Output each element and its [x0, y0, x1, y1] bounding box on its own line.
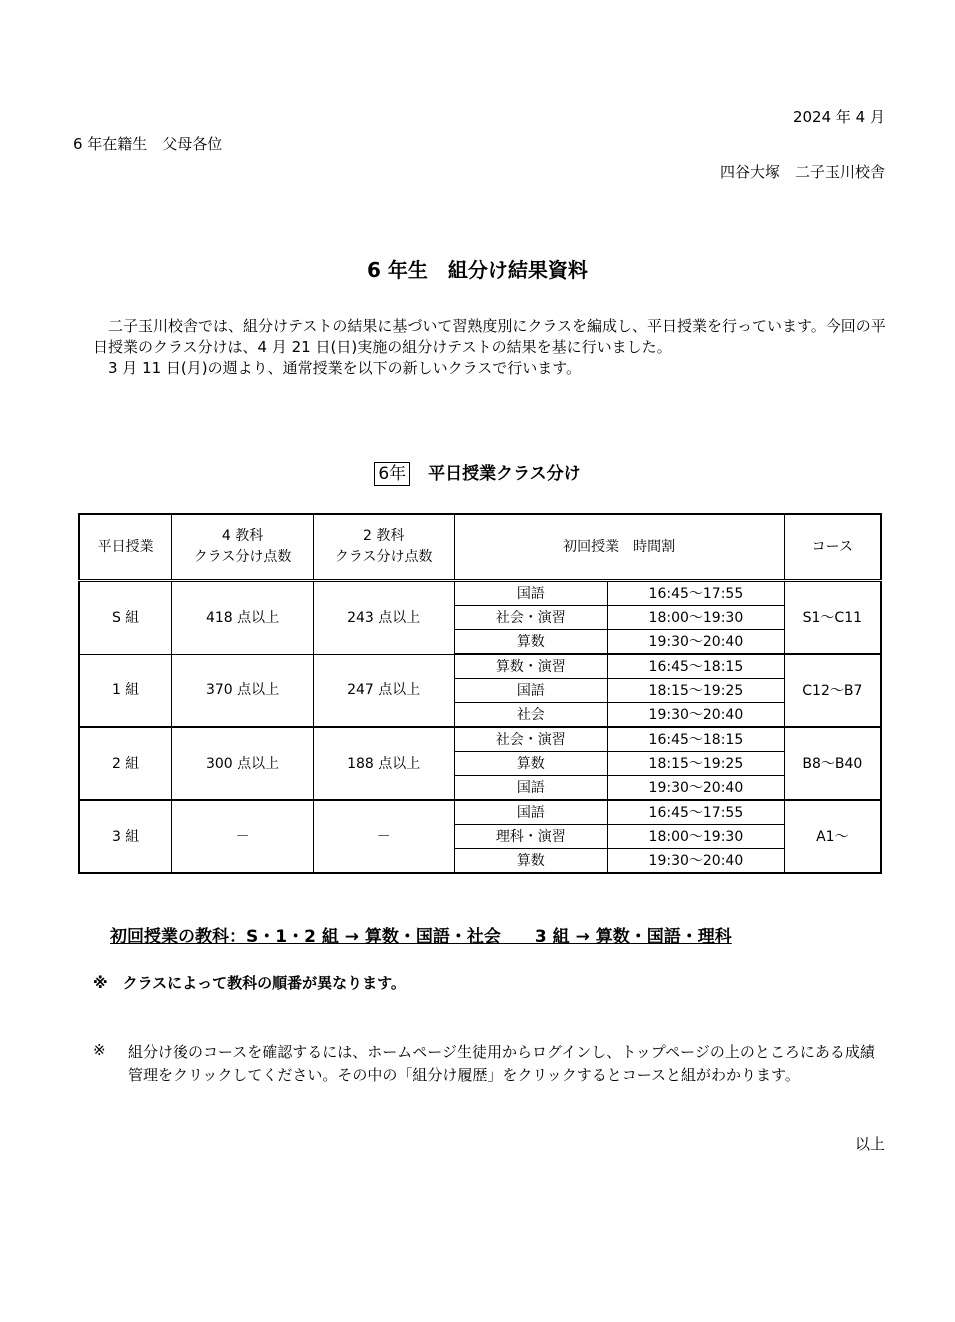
class-name: S 組: [79, 581, 172, 655]
first-class-subjects-note: 初回授業の教科：S・1・2 組 → 算数・国語・社会 3 組 → 算数・国語・理科: [110, 927, 732, 947]
four-subject-score: 300 点以上: [172, 727, 314, 800]
slot-subject: 算数: [454, 630, 608, 655]
course-range: C12～B7: [784, 654, 881, 727]
slot-subject: 国語: [454, 581, 608, 606]
slot-subject: 算数: [454, 752, 608, 776]
note-mark: ※: [93, 1041, 106, 1059]
intro-text: [93, 316, 893, 379]
slot-subject: 社会: [454, 703, 608, 728]
intro-paragraph-2: 3 月 11 日(月)の週より、通常授業を以下の新しいクラスで行います。: [93, 359, 581, 377]
table-row: [79, 727, 881, 752]
closing-text: 以上: [854, 1135, 885, 1153]
course-check-note-body: 組分け後のコースを確認するには、ホームページ生徒用からログインし、トップページの上のところにある成績管理をクリックしてください。その中の「組分け履歴」をクリックするとコースと組がわかります。: [128, 1043, 875, 1084]
slot-time: 16:45～17:55: [608, 800, 785, 825]
class-schedule-table: [78, 513, 882, 874]
class-name: 1 組: [79, 654, 172, 727]
document-date: 2024 年 4 月: [792, 108, 885, 126]
header-course: コース: [784, 514, 881, 581]
four-subject-score: 418 点以上: [172, 581, 314, 655]
header-two-subjects: 2 教科 クラス分け点数: [313, 514, 454, 581]
course-range: B8～B40: [784, 727, 881, 800]
table-row: [79, 581, 881, 606]
two-subject-score: 247 点以上: [313, 654, 454, 727]
four-subject-score: －: [172, 800, 314, 873]
slot-time: 18:00～19:30: [608, 825, 785, 849]
slot-subject: 社会・演習: [454, 727, 608, 752]
order-note: ※ クラスによって教科の順番が異なります。: [93, 974, 406, 992]
course-range: A1～: [784, 800, 881, 873]
table-row: [79, 800, 881, 825]
slot-subject: 国語: [454, 679, 608, 703]
slot-time: 16:45～18:15: [608, 654, 785, 679]
slot-subject: 理科・演習: [454, 825, 608, 849]
table-row: [79, 654, 881, 679]
slot-subject: 算数: [454, 849, 608, 874]
table-title: [0, 459, 955, 484]
two-subject-score: 243 点以上: [313, 581, 454, 655]
table-header-row: [79, 514, 881, 581]
grade-box: 6年: [374, 462, 410, 486]
header-class: 平日授業: [79, 514, 172, 581]
class-name: 2 組: [79, 727, 172, 800]
four-subject-score: 370 点以上: [172, 654, 314, 727]
slot-time: 18:15～19:25: [608, 752, 785, 776]
sender: 四谷大塚 二子玉川校舎: [719, 163, 885, 181]
slot-time: 19:30～20:40: [608, 776, 785, 801]
course-check-note: [93, 1041, 893, 1087]
slot-time: 16:45～17:55: [608, 581, 785, 606]
slot-subject: 国語: [454, 776, 608, 801]
slot-subject: 社会・演習: [454, 606, 608, 630]
two-subject-score: －: [313, 800, 454, 873]
slot-subject: 国語: [454, 800, 608, 825]
header-four-subjects: 4 教科 クラス分け点数: [172, 514, 314, 581]
slot-time: 18:15～19:25: [608, 679, 785, 703]
course-range: S1～C11: [784, 581, 881, 655]
class-name: 3 組: [79, 800, 172, 873]
document-title: 6 年生 組分け結果資料: [367, 258, 588, 282]
slot-time: 16:45～18:15: [608, 727, 785, 752]
two-subject-score: 188 点以上: [313, 727, 454, 800]
table-title-label: 平日授業クラス分け: [428, 464, 581, 484]
slot-time: 19:30～20:40: [608, 703, 785, 728]
header-schedule: 初回授業 時間割: [454, 514, 784, 581]
slot-time: 19:30～20:40: [608, 630, 785, 655]
slot-subject: 算数・演習: [454, 654, 608, 679]
intro-paragraph-1: 二子玉川校舎では、組分けテストの結果に基づいて習熟度別にクラスを編成し、平日授業を行っています。今回の平日授業のクラス分けは、4 月 21 日(日)実施の組分けテストの結果を基に行いました。: [93, 317, 886, 356]
slot-time: 18:00～19:30: [608, 606, 785, 630]
slot-time: 19:30～20:40: [608, 849, 785, 874]
addressee: 6 年在籍生 父母各位: [73, 135, 223, 153]
